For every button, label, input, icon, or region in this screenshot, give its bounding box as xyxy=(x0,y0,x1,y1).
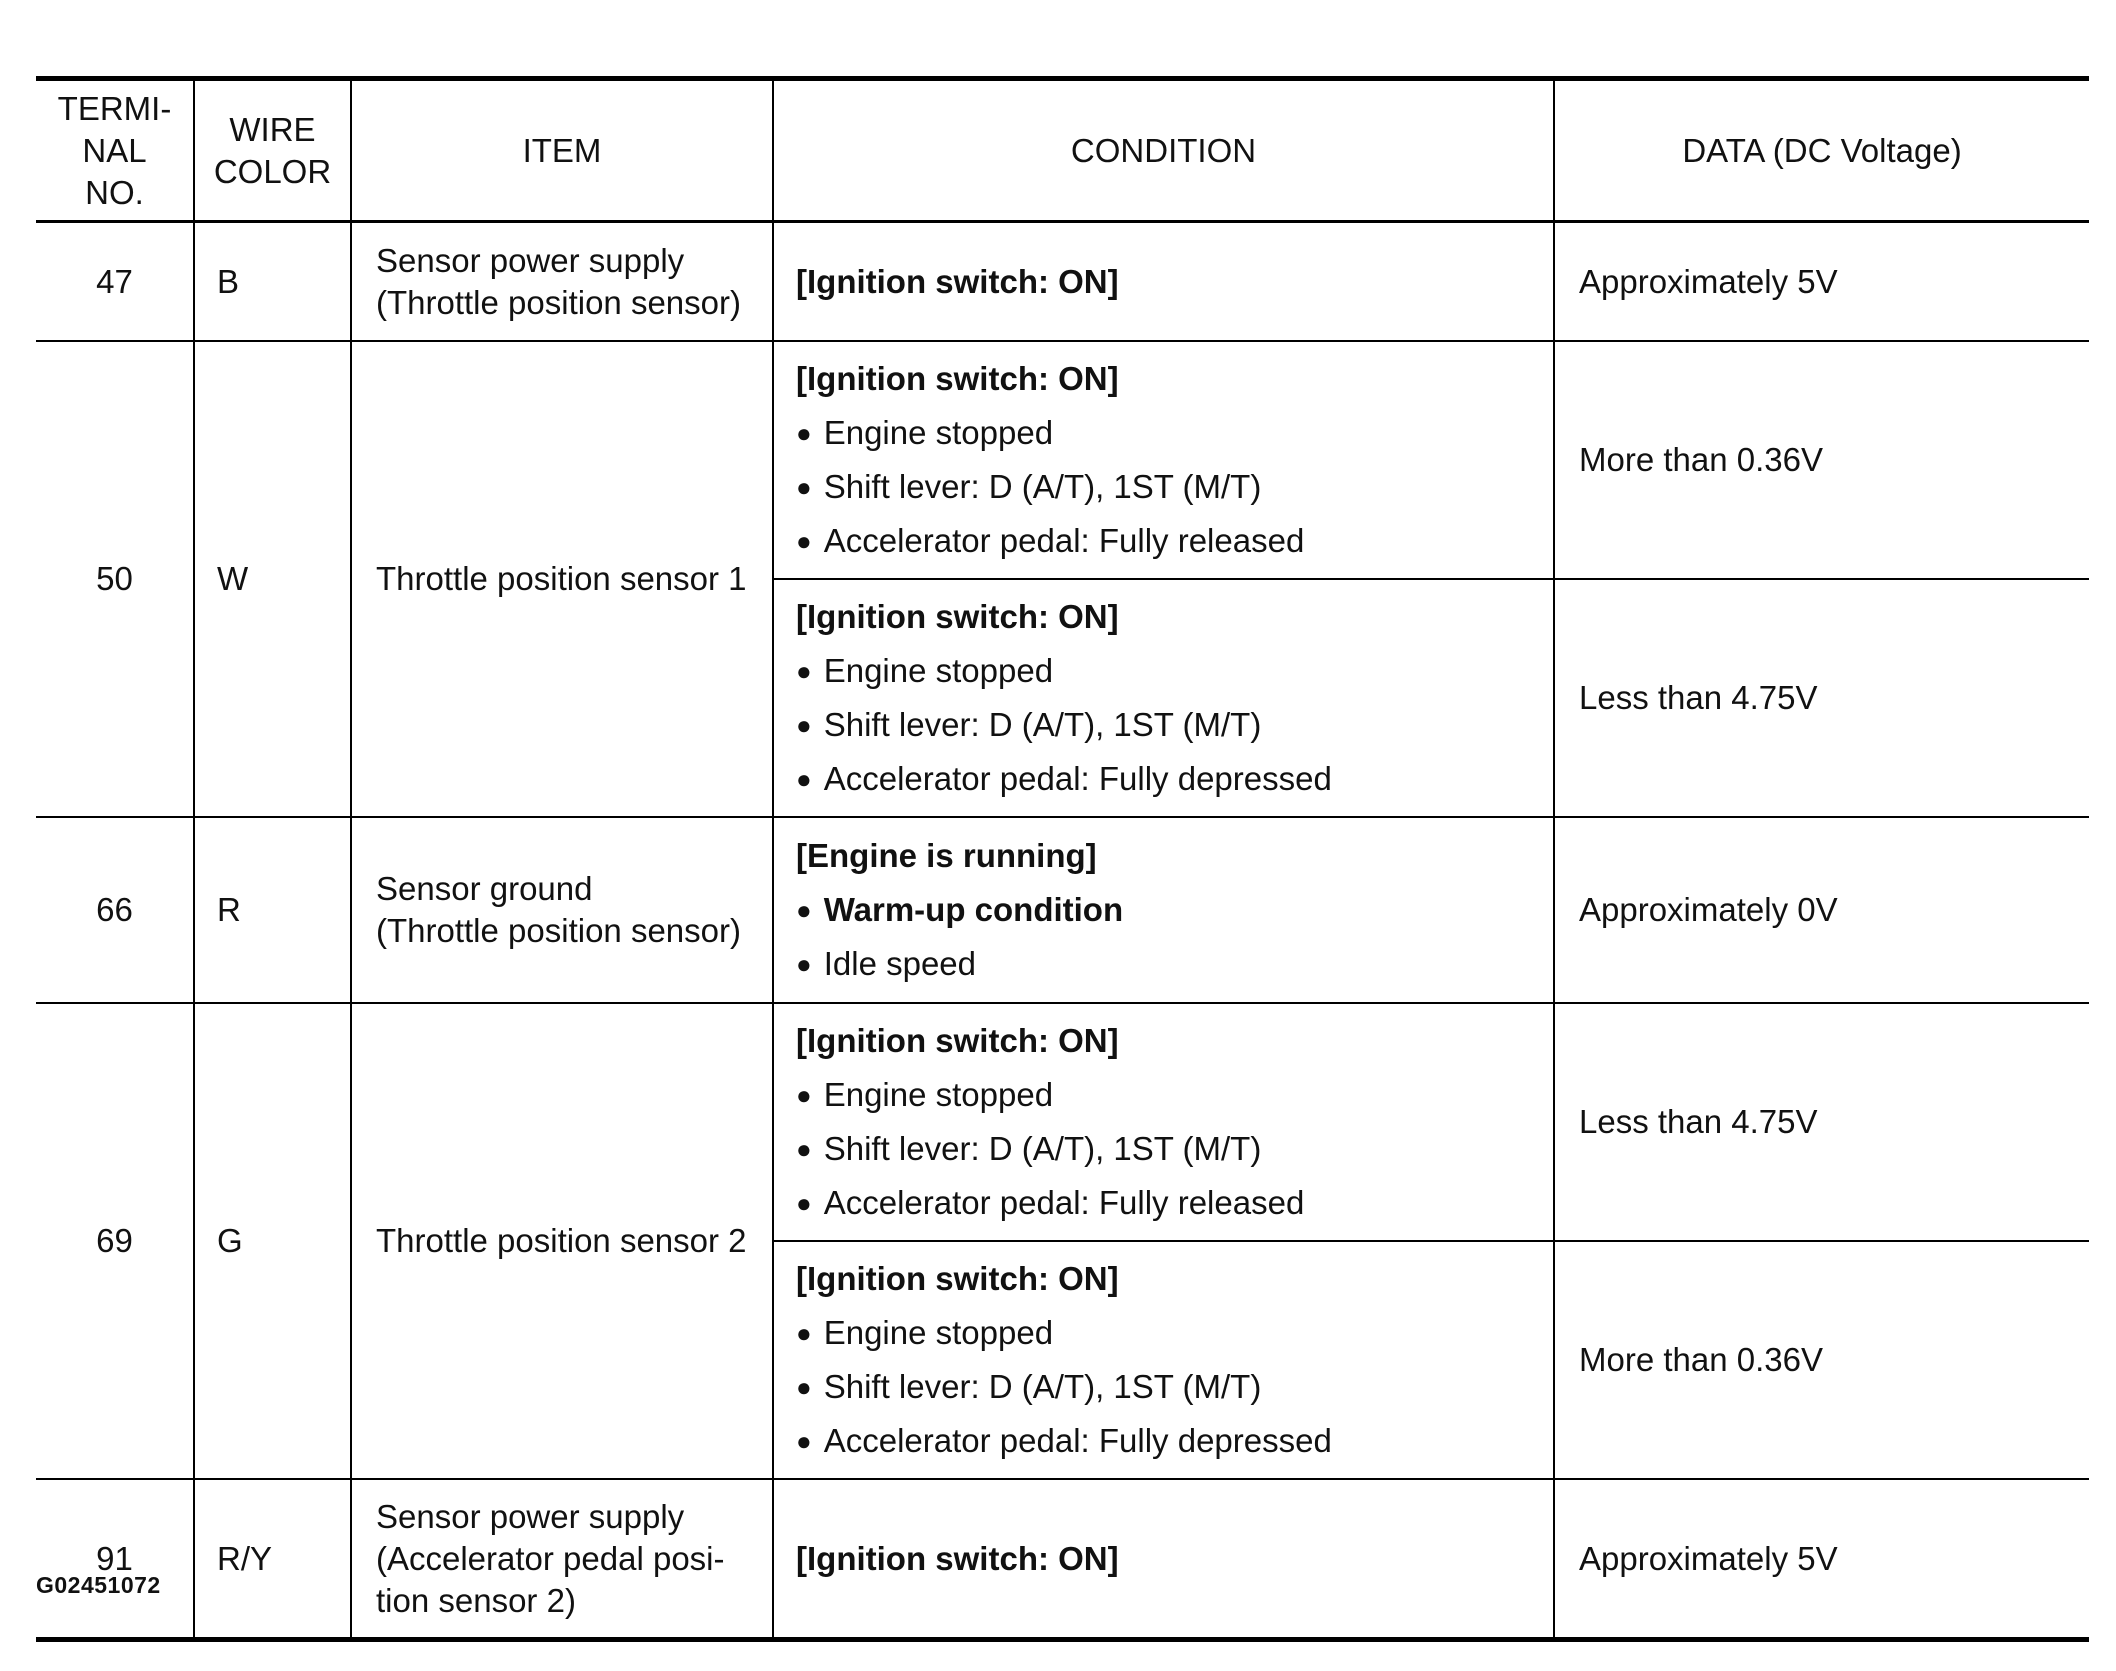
bullet-icon: ● xyxy=(796,1080,812,1110)
item-cell xyxy=(351,341,773,817)
terminal-data-table xyxy=(36,76,2089,1642)
condition-heading: [Ignition switch: ON] xyxy=(796,262,1119,300)
condition-heading: [Ignition switch: ON] xyxy=(796,598,1119,635)
bullet-icon: ● xyxy=(796,1372,812,1402)
condition-cell xyxy=(773,222,1554,342)
bullet-text: Idle speed xyxy=(823,945,977,982)
bullet-icon: ● xyxy=(796,1318,812,1348)
data-value: More than 0.36V xyxy=(1554,1241,2089,1479)
condition-heading: [Ignition switch: ON] xyxy=(796,360,1119,397)
condition-bullet xyxy=(796,1306,1543,1360)
wire-color: B xyxy=(194,222,351,342)
bullet-icon: ● xyxy=(796,764,812,794)
item-cell xyxy=(351,222,773,342)
table-row xyxy=(36,1479,2089,1640)
condition-bullet xyxy=(796,883,1543,937)
condition-bullet xyxy=(796,460,1543,514)
bullet-icon: ● xyxy=(796,1188,812,1218)
item-line: (Accelerator pedal posi- xyxy=(376,1539,725,1577)
header-condition: CONDITION xyxy=(773,79,1554,222)
bullet-icon: ● xyxy=(796,526,812,556)
condition-heading: [Engine is running] xyxy=(796,837,1097,874)
figure-code: G02451072 xyxy=(36,1572,161,1598)
terminal-spec-sheet xyxy=(36,76,2089,1642)
bullet-text: Engine stopped xyxy=(823,414,1054,451)
terminal-number: 50 xyxy=(36,341,194,817)
table-header-row xyxy=(36,79,2089,222)
condition-bullet xyxy=(796,1068,1543,1122)
bullet-icon: ● xyxy=(796,949,812,979)
item-line: Sensor power supply xyxy=(376,241,685,279)
condition-bullet xyxy=(796,1360,1543,1414)
data-value: Approximately 5V xyxy=(1554,1479,2089,1640)
terminal-number: 47 xyxy=(36,222,194,342)
item-line: tion sensor 2) xyxy=(376,1581,576,1619)
condition-bullet xyxy=(796,1176,1543,1230)
condition-cell xyxy=(773,817,1554,1003)
table-row xyxy=(36,341,2089,579)
terminal-number: 91 xyxy=(36,1479,194,1640)
condition-bullet xyxy=(796,1122,1543,1176)
table-row xyxy=(36,1003,2089,1241)
table-row xyxy=(36,817,2089,1003)
condition-bullet xyxy=(796,937,1543,991)
condition-bullet xyxy=(796,514,1543,568)
header-terminal-no-line: TERMI- xyxy=(57,89,172,127)
item-line: Throttle position sensor 2 xyxy=(376,1222,747,1259)
terminal-number: 69 xyxy=(36,1003,194,1479)
header-item: ITEM xyxy=(351,79,773,222)
header-terminal-no xyxy=(36,79,194,222)
condition-heading: [Ignition switch: ON] xyxy=(796,1260,1119,1297)
condition-cell xyxy=(773,341,1554,579)
bullet-text: Engine stopped xyxy=(823,1076,1054,1113)
bullet-text: Accelerator pedal: Fully depressed xyxy=(823,1422,1332,1459)
bullet-text: Accelerator pedal: Fully depressed xyxy=(823,760,1332,797)
condition-cell xyxy=(773,579,1554,817)
header-wire-color-line: WIRE xyxy=(229,110,316,148)
bullet-icon: ● xyxy=(796,472,812,502)
condition-bullet xyxy=(796,644,1543,698)
bullet-icon: ● xyxy=(796,656,812,686)
item-cell xyxy=(351,817,773,1003)
bullet-text: Accelerator pedal: Fully released xyxy=(823,1184,1305,1221)
header-terminal-no-line: NAL xyxy=(82,131,147,169)
wire-color: W xyxy=(194,341,351,817)
data-value: More than 0.36V xyxy=(1554,341,2089,579)
bullet-icon: ● xyxy=(796,895,812,925)
bullet-text: Shift lever: D (A/T), 1ST (M/T) xyxy=(823,1368,1262,1405)
wire-color: G xyxy=(194,1003,351,1479)
bullet-icon: ● xyxy=(796,1134,812,1164)
item-cell xyxy=(351,1003,773,1479)
data-value: Approximately 0V xyxy=(1554,817,2089,1003)
data-value: Less than 4.75V xyxy=(1554,579,2089,817)
header-wire-color xyxy=(194,79,351,222)
item-line: (Throttle position sensor) xyxy=(376,912,741,949)
item-line: Throttle position sensor 1 xyxy=(376,560,747,597)
bullet-text: Engine stopped xyxy=(823,652,1054,689)
item-line: (Throttle position sensor) xyxy=(376,283,741,321)
condition-bullet xyxy=(796,1414,1543,1468)
bullet-text: Engine stopped xyxy=(823,1314,1054,1351)
wire-color: R xyxy=(194,817,351,1003)
item-cell xyxy=(351,1479,773,1640)
header-terminal-no-line: NO. xyxy=(85,173,144,211)
condition-cell xyxy=(773,1241,1554,1479)
bullet-text: Accelerator pedal: Fully released xyxy=(823,522,1305,559)
condition-bullet xyxy=(796,406,1543,460)
bullet-text: Warm-up condition xyxy=(823,891,1124,928)
bullet-icon: ● xyxy=(796,418,812,448)
condition-cell xyxy=(773,1479,1554,1640)
condition-heading: [Ignition switch: ON] xyxy=(796,1022,1119,1059)
condition-cell xyxy=(773,1003,1554,1241)
bullet-icon: ● xyxy=(796,710,812,740)
terminal-number: 66 xyxy=(36,817,194,1003)
bullet-text: Shift lever: D (A/T), 1ST (M/T) xyxy=(823,706,1262,743)
bullet-text: Shift lever: D (A/T), 1ST (M/T) xyxy=(823,1130,1262,1167)
condition-bullet xyxy=(796,698,1543,752)
bullet-text: Shift lever: D (A/T), 1ST (M/T) xyxy=(823,468,1262,505)
table-row xyxy=(36,222,2089,342)
condition-bullet xyxy=(796,752,1543,806)
condition-heading: [Ignition switch: ON] xyxy=(796,1539,1119,1577)
item-line: Sensor power supply xyxy=(376,1497,685,1535)
header-wire-color-line: COLOR xyxy=(213,152,332,190)
wire-color: R/Y xyxy=(194,1479,351,1640)
data-value: Less than 4.75V xyxy=(1554,1003,2089,1241)
item-line: Sensor ground xyxy=(376,870,593,907)
bullet-icon: ● xyxy=(796,1426,812,1456)
data-value: Approximately 5V xyxy=(1554,222,2089,342)
header-data: DATA (DC Voltage) xyxy=(1554,79,2089,222)
